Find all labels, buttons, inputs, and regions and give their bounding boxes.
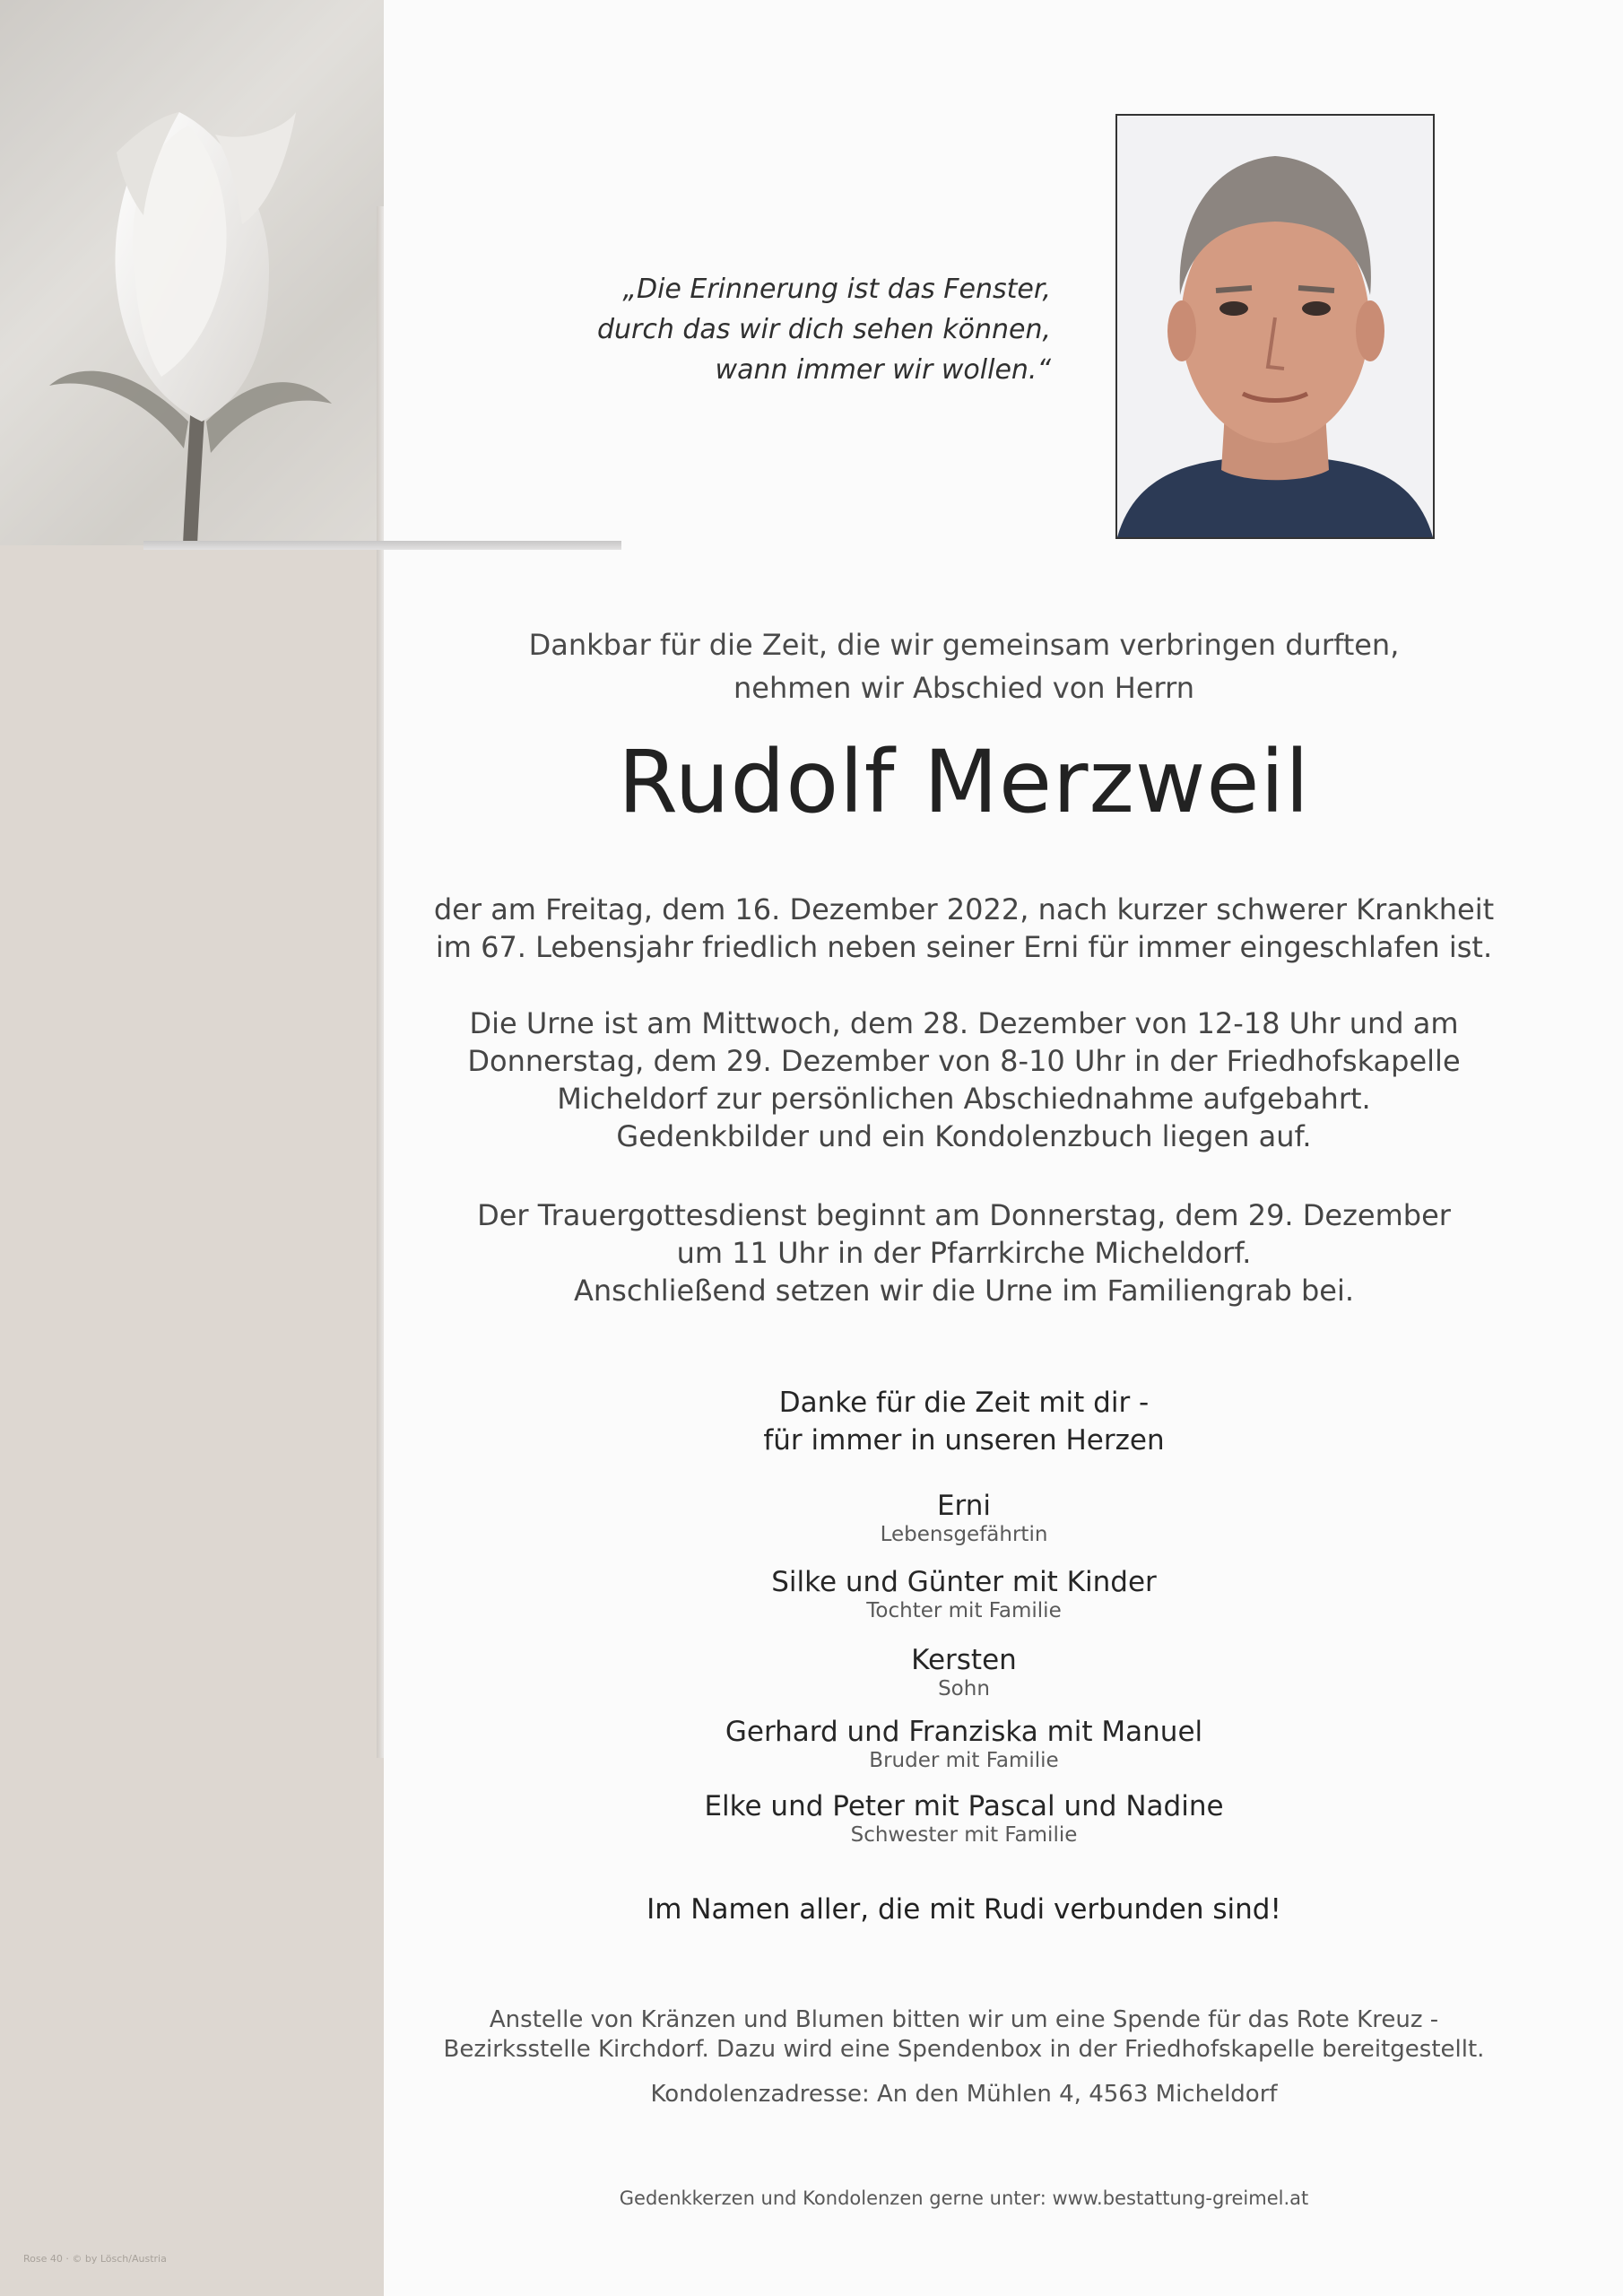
footer-website: Gedenkkerzen und Kondolenzen gerne unter: www.bestattung-greimel.at (619, 2187, 1309, 2209)
donation-line: Anstelle von Kränzen und Blumen bitten wir um eine Spende für das Rote Kreuz - (489, 2006, 1439, 2033)
quote-line: durch das wir dich sehen können, (596, 314, 1051, 345)
service-info (430, 1196, 1497, 1309)
sidebar-shadow (377, 206, 384, 1758)
mourner-name: Gerhard und Franziska mit Manuel (725, 1716, 1203, 1748)
closing-line: Im Namen aller, die mit Rudi verbunden sind! (647, 1893, 1281, 1926)
viewing-line: Donnerstag, dem 29. Dezember von 8-10 Uhr in der Friedhofskapelle (467, 1044, 1461, 1078)
viewing-line: Micheldorf zur persönlichen Abschiednahme aufgebahrt. (557, 1082, 1371, 1116)
portrait-icon (1117, 116, 1433, 537)
memorial-quote (502, 269, 1051, 390)
viewing-line: Gedenkbilder und ein Kondolenzbuch liegen auf. (616, 1119, 1312, 1153)
motto (430, 1384, 1497, 1459)
service-line: Anschließend setzen wir die Urne im Familiengrab bei. (574, 1274, 1354, 1308)
intro-text (430, 623, 1497, 709)
intro-line: Dankbar für die Zeit, die wir gemeinsam verbringen durften, (528, 628, 1400, 662)
mourner-entry (430, 1789, 1497, 1847)
mourner-relation: Schwester mit Familie (850, 1823, 1078, 1847)
portrait-photo (1115, 114, 1435, 539)
quote-line: „Die Erinnerung ist das Fenster, (622, 274, 1051, 305)
donation-notice (430, 2005, 1497, 2065)
donation-line: Bezirksstelle Kirchdorf. Dazu wird eine Spendenbox in der Friedhofskapelle bereitgestellt. (443, 2036, 1485, 2063)
death-notice-line: im 67. Lebensjahr friedlich neben seiner Erni für immer eingeschlafen ist. (435, 930, 1493, 964)
intro-line: nehmen wir Abschied von Herrn (733, 671, 1194, 705)
rose-image (0, 0, 384, 545)
deceased-name: Rudolf Merzweil (618, 732, 1310, 832)
motto-line: Danke für die Zeit mit dir - (778, 1387, 1150, 1419)
condolence-address: Kondolenzadresse: An den Mühlen 4, 4563 Micheldorf (650, 2081, 1278, 2108)
divider-line (143, 541, 621, 550)
mourner-relation: Tochter mit Familie (866, 1599, 1062, 1622)
mourner-entry (430, 1643, 1497, 1700)
mourner-relation: Sohn (938, 1677, 990, 1700)
service-line: um 11 Uhr in der Pfarrkirche Micheldorf. (676, 1236, 1252, 1270)
quote-line: wann immer wir wollen.“ (715, 354, 1051, 386)
mourner-entry (430, 1489, 1497, 1546)
death-notice-line: der am Freitag, dem 16. Dezember 2022, nach kurzer schwerer Krankheit (433, 892, 1495, 926)
mourner-name: Kersten (911, 1644, 1017, 1676)
motto-line: für immer in unseren Herzen (763, 1424, 1165, 1457)
mourner-name: Silke und Günter mit Kinder (771, 1566, 1157, 1598)
mourner-relation: Lebensgefährtin (880, 1523, 1048, 1546)
mourner-relation: Bruder mit Familie (869, 1749, 1059, 1772)
viewing-info (430, 1004, 1497, 1155)
service-line: Der Trauergottesdienst beginnt am Donnerstag, dem 29. Dezember (477, 1198, 1451, 1232)
viewing-line: Die Urne ist am Mittwoch, dem 28. Dezember von 12-18 Uhr und am (469, 1006, 1459, 1040)
mourner-name: Erni (936, 1490, 992, 1522)
mourner-name: Elke und Peter mit Pascal und Nadine (704, 1790, 1224, 1822)
mourner-entry (430, 1715, 1497, 1772)
image-credit: Rose 40 · © by Lösch/Austria (23, 2253, 167, 2265)
mourner-entry (430, 1565, 1497, 1622)
death-notice (430, 891, 1497, 966)
rose-icon (0, 0, 384, 545)
